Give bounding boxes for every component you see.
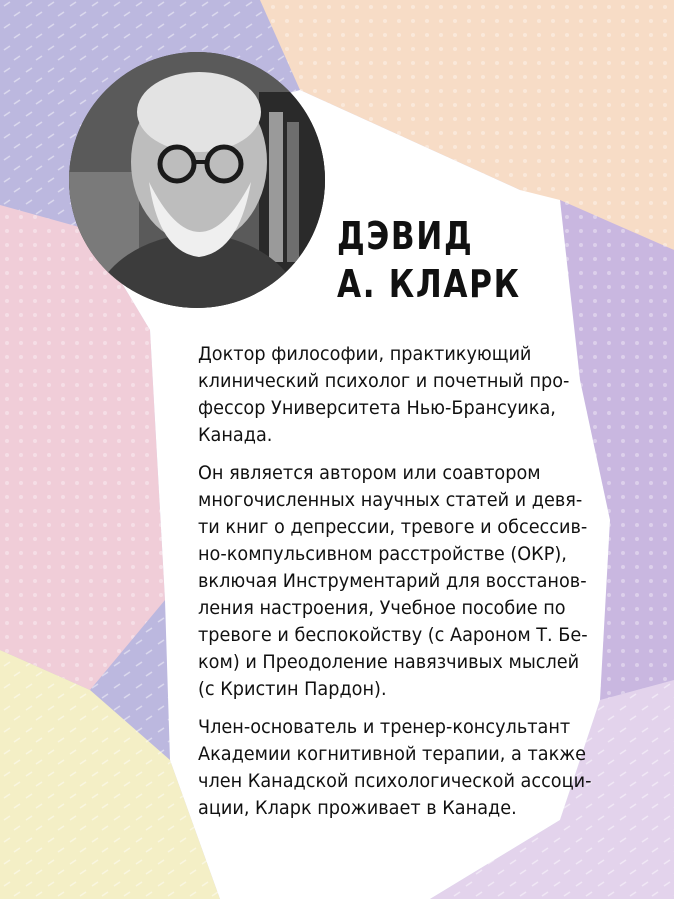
- author-portrait: [69, 52, 325, 308]
- author-name-line1: ДЭВИД: [337, 214, 474, 258]
- bio-paragraph-3: Член-основатель и тренер-консультант Академии когнитивной терапии, а также член Канадской психологической ассоци- ации, Кларк проживает в Канаде.: [198, 716, 592, 819]
- author-photo-icon: [69, 52, 325, 308]
- bio-paragraph-1: Доктор философии, практикующий клинический психолог и почетный про- фессор Университета Нью-Брансуика, Канада.: [198, 343, 570, 446]
- author-bio: [198, 341, 608, 833]
- author-name: [337, 212, 521, 308]
- author-name-line2: А. КЛАРК: [337, 262, 521, 306]
- bio-paragraph-2: Он является автором или соавтором многочисленных научных статей и девя- ти книг о депрессии, тревоге и обсессив- но-компульсивном расстройстве (ОКР), включая Инструментарий для восстанов- ления настроения, Учебное пособие по тревоге и беспокойству (с Аароном Т. Бе- ком) и Преодоление навязчивых мыслей (с Кристин Пардон).: [198, 462, 588, 700]
